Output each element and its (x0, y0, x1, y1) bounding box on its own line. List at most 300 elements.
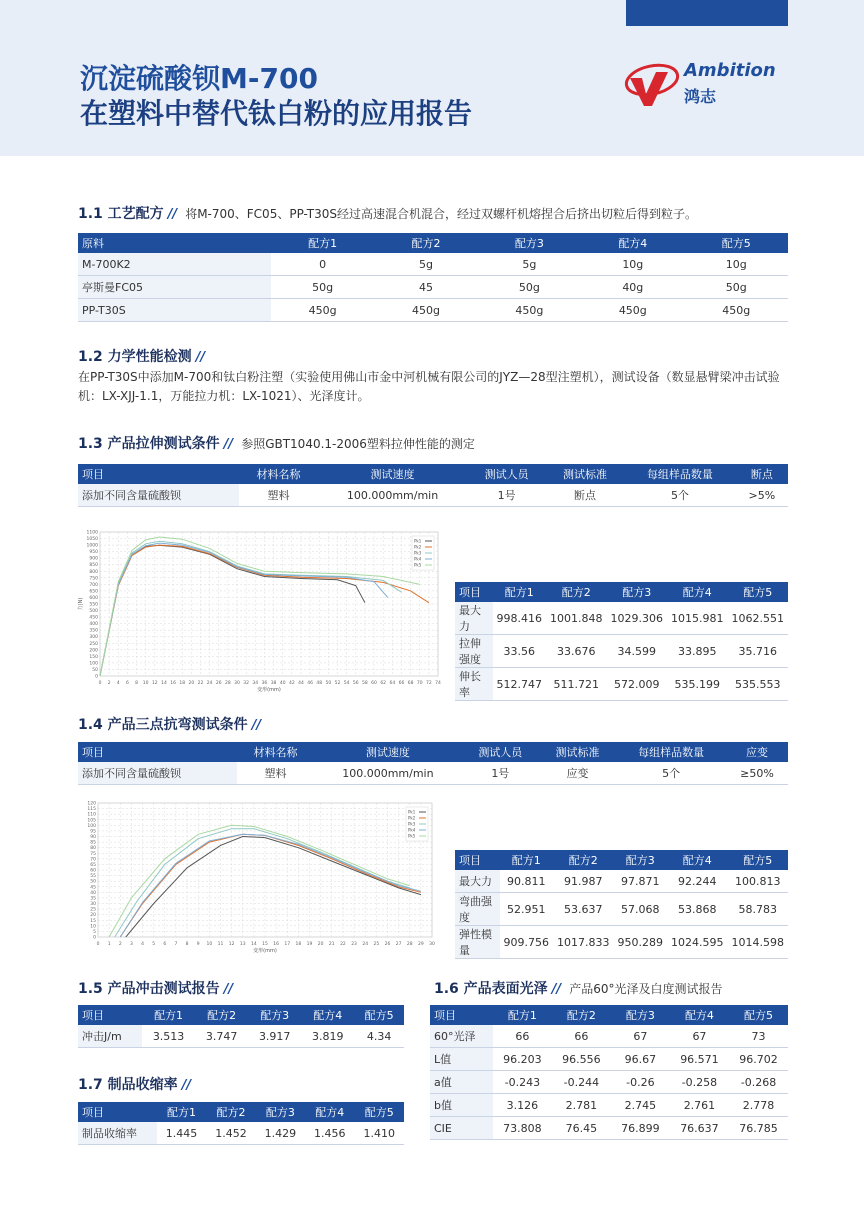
gloss-table (430, 1005, 788, 1140)
y-tick-label: 15 (90, 918, 96, 924)
x-tick-label: 58 (362, 681, 368, 686)
table-header-cell: 配方3 (611, 1005, 670, 1025)
x-tick-label: 14 (161, 681, 167, 686)
section-desc: 参照GBT1040.1-2006塑料拉伸性能的测定 (241, 437, 475, 451)
x-tick-label: 46 (307, 681, 313, 686)
table-header-cell: 项目 (430, 1005, 493, 1025)
table-row (455, 668, 788, 701)
table-cell: 100.000mm/min (318, 484, 468, 507)
table-cell: 66 (493, 1025, 552, 1048)
y-tick-label: 650 (89, 589, 98, 595)
x-tick-label: 12 (151, 681, 158, 686)
table-cell: 1024.595 (667, 926, 728, 959)
bending-chart (76, 797, 446, 957)
table-cell: 73.808 (493, 1117, 552, 1140)
table-cell: -0.244 (552, 1071, 611, 1094)
x-tick-label: 30 (234, 681, 240, 686)
y-tick-label: 25 (90, 907, 96, 913)
header-band (0, 0, 864, 156)
table-cell: 1号 (467, 484, 545, 507)
table-header-cell: 项目 (455, 850, 500, 870)
y-tick-label: 120 (87, 801, 96, 807)
tensile-conditions-table (78, 464, 788, 507)
table-cell: 58.783 (728, 893, 789, 926)
x-tick-label: 34 (252, 681, 259, 686)
y-tick-label: 65 (90, 862, 96, 868)
y-tick-label: 1100 (86, 530, 98, 536)
table-cell: 1号 (462, 762, 539, 785)
table-header-cell: 配方1 (493, 582, 547, 602)
bending-conditions-table (78, 742, 788, 785)
table-cell: 90.811 (500, 870, 554, 893)
shrinkage-table (78, 1102, 404, 1145)
x-tick-label: 1 (107, 942, 111, 947)
table-header-cell: 配方2 (546, 582, 607, 602)
section-title: 1.1 工艺配方 (78, 206, 164, 222)
table-cell: 450g (374, 299, 477, 322)
table-row (430, 1025, 788, 1048)
table-header-cell: 配方2 (195, 1005, 248, 1025)
section-title: 1.2 力学性能检测 (78, 349, 192, 365)
y-tick-label: 150 (89, 654, 98, 660)
table-cell: 53.868 (667, 893, 728, 926)
table-cell: 535.553 (728, 668, 789, 701)
table-cell: 57.068 (614, 893, 668, 926)
x-tick-label: 60 (371, 681, 377, 686)
x-tick-label: 18 (179, 681, 186, 686)
table-cell: 5g (478, 253, 581, 276)
table-header-cell: 测试标准 (546, 464, 624, 484)
table-cell: PP-T30S (78, 299, 271, 322)
y-tick-label: 40 (90, 890, 96, 896)
table-cell: 添加不同含量硫酸钡 (78, 484, 239, 507)
table-cell: 3.917 (248, 1025, 301, 1048)
legend-label: Pk4 (414, 556, 422, 562)
table-header-cell: 测试标准 (539, 742, 616, 762)
table-header-row (455, 850, 788, 870)
tensile-chart-svg (76, 526, 446, 704)
x-tick-label: 15 (262, 942, 268, 947)
y-tick-label: 850 (89, 563, 98, 569)
x-tick-label: 44 (298, 681, 304, 686)
y-tick-label: 115 (87, 807, 96, 813)
table-row (455, 926, 788, 959)
section-1-6-heading: 1.6 产品表面光泽 // 产品60°光泽及白度测试报告 (434, 981, 723, 997)
y-tick-label: 300 (89, 635, 98, 641)
page-title-line2: 在塑料中替代钛白粉的应用报告 (80, 97, 473, 130)
x-tick-label: 38 (270, 681, 277, 686)
table-cell: 2.745 (611, 1094, 670, 1117)
section-1-3-heading: 1.3 产品拉伸测试条件 // 参照GBT1040.1-2006塑料拉伸性能的测定 (78, 436, 475, 452)
y-tick-label: 60 (90, 868, 96, 874)
x-tick-label: 26 (384, 942, 391, 947)
table-cell: 998.416 (493, 602, 547, 635)
x-tick-label: 2 (118, 942, 122, 947)
table-cell: 60°光泽 (430, 1025, 493, 1048)
table-header-cell: 断点 (736, 464, 788, 484)
table-cell: a值 (430, 1071, 493, 1094)
table-row (78, 484, 788, 507)
table-header-cell: 配方5 (685, 233, 788, 253)
table-cell: 4.34 (354, 1025, 404, 1048)
table-header-cell: 配方5 (729, 1005, 788, 1025)
table-cell: 512.747 (493, 668, 547, 701)
table-cell: ≥50% (726, 762, 788, 785)
table-cell: 76.899 (611, 1117, 670, 1140)
table-cell: 1014.598 (728, 926, 789, 959)
table-header-cell: 项目 (78, 1102, 157, 1122)
table-row (455, 635, 788, 668)
table-cell: 5个 (616, 762, 726, 785)
section-title: 1.5 产品冲击测试报告 (78, 981, 220, 997)
table-cell: 450g (581, 299, 684, 322)
table-cell: 100.813 (728, 870, 789, 893)
x-tick-label: 10 (206, 942, 213, 947)
x-tick-label: 32 (243, 681, 250, 686)
x-tick-label: 20 (188, 681, 195, 686)
x-tick-label: 24 (362, 942, 369, 947)
y-tick-label: 700 (89, 582, 98, 588)
table-header-cell: 配方5 (728, 850, 789, 870)
section-1-5-heading: 1.5 产品冲击测试报告 // (78, 981, 234, 997)
table-cell: -0.243 (493, 1071, 552, 1094)
x-tick-label: 3 (129, 942, 133, 947)
x-tick-label: 6 (163, 942, 167, 947)
table-cell: 5个 (624, 484, 736, 507)
legend-label: Pk4 (408, 827, 416, 833)
table-cell: 冲击J/m (78, 1025, 142, 1048)
y-tick-label: 250 (89, 641, 98, 647)
y-tick-label: 0 (95, 674, 98, 680)
x-tick-label: 30 (429, 942, 435, 947)
x-axis-label: 变形(mm) (253, 948, 277, 954)
table-cell: -0.26 (611, 1071, 670, 1094)
table-cell: 76.785 (729, 1117, 788, 1140)
section-1-2-heading: 1.2 力学性能检测 // (78, 349, 206, 365)
y-tick-label: 30 (90, 902, 96, 907)
bending-results-table (455, 850, 788, 959)
table-header-cell: 配方1 (157, 1102, 206, 1122)
table-row (78, 276, 788, 299)
table-cell: 添加不同含量硫酸钡 (78, 762, 237, 785)
table-row (78, 253, 788, 276)
table-cell: 33.676 (546, 635, 607, 668)
table-cell: 96.67 (611, 1048, 670, 1071)
table-cell: 拉伸强度 (455, 635, 493, 668)
table-cell: 5g (374, 253, 477, 276)
tensile-results-table (455, 582, 788, 701)
table-cell: 909.756 (500, 926, 554, 959)
y-tick-label: 750 (89, 576, 98, 582)
x-tick-label: 50 (325, 681, 332, 686)
x-tick-label: 16 (170, 681, 176, 686)
x-tick-label: 26 (215, 681, 222, 686)
table-header-cell: 项目 (78, 464, 239, 484)
y-tick-label: 70 (90, 857, 96, 863)
table-cell: 96.203 (493, 1048, 552, 1071)
table-cell: 3.126 (493, 1094, 552, 1117)
table-row (78, 1122, 404, 1145)
legend-label: Pk5 (408, 833, 416, 839)
table-header-cell: 配方1 (500, 850, 554, 870)
table-header-cell: 配方1 (142, 1005, 195, 1025)
table-header-cell: 每组样品数量 (616, 742, 726, 762)
table-cell: 2.781 (552, 1094, 611, 1117)
x-tick-label: 28 (225, 681, 231, 686)
table-cell: 1015.981 (667, 602, 728, 635)
table-cell: 断点 (546, 484, 624, 507)
x-tick-label: 0 (98, 681, 102, 686)
table-cell: 53.637 (553, 893, 614, 926)
section-1-7-heading: 1.7 制品收缩率 // (78, 1077, 192, 1093)
bending-chart-svg (76, 797, 446, 957)
x-tick-label: 6 (125, 681, 129, 686)
x-tick-label: 14 (250, 942, 257, 947)
table-cell: 亭斯曼FC05 (78, 276, 271, 299)
logo-text-en: Ambition (684, 60, 776, 81)
table-cell: 塑料 (239, 484, 317, 507)
section-desc: 产品60°光泽及白度测试报告 (569, 982, 723, 996)
table-cell: 52.951 (500, 893, 554, 926)
y-tick-label: 50 (90, 879, 96, 885)
table-cell: 应变 (539, 762, 616, 785)
table-row (430, 1117, 788, 1140)
table-cell: 67 (670, 1025, 729, 1048)
y-tick-label: 950 (89, 550, 98, 556)
x-tick-label: 36 (261, 681, 268, 686)
table-cell: 1062.551 (728, 602, 789, 635)
y-tick-label: 20 (90, 913, 96, 919)
table-cell: L值 (430, 1048, 493, 1071)
x-tick-label: 25 (373, 942, 380, 947)
table-cell: 1.452 (206, 1122, 255, 1145)
logo-mark-icon (622, 58, 680, 110)
table-header-cell: 配方4 (581, 233, 684, 253)
x-tick-label: 11 (217, 942, 224, 947)
table-header-row (455, 582, 788, 602)
table-cell: CIE (430, 1117, 493, 1140)
x-tick-label: 2 (107, 681, 111, 686)
table-cell: 950.289 (614, 926, 668, 959)
x-tick-label: 7 (174, 942, 178, 947)
y-tick-label: 105 (87, 818, 96, 824)
y-tick-label: 85 (90, 840, 96, 846)
table-cell: 2.778 (729, 1094, 788, 1117)
legend-label: Pk3 (408, 821, 416, 827)
x-tick-label: 70 (416, 681, 423, 686)
x-tick-label: 10 (142, 681, 149, 686)
table-cell: 96.571 (670, 1048, 729, 1071)
x-tick-label: 42 (288, 681, 295, 686)
table-header-row (430, 1005, 788, 1025)
legend-label: Pk3 (414, 550, 422, 556)
table-cell: 10g (685, 253, 788, 276)
y-tick-label: 75 (90, 851, 96, 857)
y-tick-label: 1050 (86, 537, 98, 543)
y-tick-label: 350 (89, 628, 98, 634)
x-tick-label: 5 (152, 942, 156, 947)
table-header-row (78, 742, 788, 762)
table-cell: 450g (478, 299, 581, 322)
y-tick-label: 50 (92, 667, 98, 673)
table-cell: 34.599 (607, 635, 668, 668)
table-cell: 伸长率 (455, 668, 493, 701)
section-desc: 将M-700、FC05、PP-T30S经过高速混合机混合，经过双螺杆机熔捏合后挤出切粒后得到粒子。 (185, 207, 697, 221)
logo-text-cn: 鸿志 (684, 87, 717, 106)
table-header-cell: 测试速度 (318, 464, 468, 484)
y-tick-label: 35 (90, 896, 96, 902)
table-header-cell: 配方2 (553, 850, 614, 870)
x-tick-label: 52 (334, 681, 341, 686)
table-header-cell: 配方3 (607, 582, 668, 602)
x-tick-label: 27 (395, 942, 402, 947)
table-header-cell: 项目 (78, 742, 237, 762)
table-header-cell: 项目 (78, 1005, 142, 1025)
y-tick-label: 200 (89, 648, 98, 654)
table-header-row (78, 233, 788, 253)
table-cell: 1029.306 (607, 602, 668, 635)
y-tick-label: 100 (87, 823, 96, 829)
x-tick-label: 0 (96, 942, 100, 947)
x-tick-label: 4 (116, 681, 120, 686)
table-header-cell: 测试人员 (462, 742, 539, 762)
y-tick-label: 500 (89, 609, 98, 615)
x-tick-label: 23 (351, 942, 357, 947)
x-tick-label: 4 (141, 942, 144, 947)
table-header-row (78, 464, 788, 484)
x-tick-label: 9 (196, 942, 200, 947)
table-header-cell: 配方5 (728, 582, 789, 602)
y-axis-label: 力(N) (78, 597, 84, 611)
table-header-cell: 配方3 (614, 850, 668, 870)
legend-label: Pk1 (408, 809, 416, 815)
y-tick-label: 550 (89, 602, 98, 608)
table-row (78, 299, 788, 322)
table-header-cell: 配方5 (355, 1102, 404, 1122)
table-header-cell: 配方2 (206, 1102, 255, 1122)
table-cell: 97.871 (614, 870, 668, 893)
x-tick-label: 21 (328, 942, 335, 947)
table-cell: -0.268 (729, 1071, 788, 1094)
legend-label: Pk1 (414, 538, 422, 544)
y-tick-label: 80 (90, 846, 96, 852)
y-tick-label: 55 (90, 874, 96, 880)
y-tick-label: 90 (90, 835, 96, 840)
table-header-cell: 配方2 (374, 233, 477, 253)
table-cell: 91.987 (553, 870, 614, 893)
x-tick-label: 48 (316, 681, 323, 686)
table-cell: >5% (736, 484, 788, 507)
x-tick-label: 17 (284, 942, 291, 947)
y-tick-label: 800 (89, 569, 98, 575)
table-cell: 制品收缩率 (78, 1122, 157, 1145)
table-cell: 1.410 (355, 1122, 404, 1145)
table-cell: 535.199 (667, 668, 728, 701)
x-tick-label: 22 (340, 942, 346, 947)
tensile-chart (76, 526, 446, 704)
table-row (455, 870, 788, 893)
y-tick-label: 95 (90, 829, 96, 835)
table-cell: 塑料 (237, 762, 314, 785)
table-header-cell: 配方4 (301, 1005, 354, 1025)
table-cell: 3.819 (301, 1025, 354, 1048)
table-header-cell: 项目 (455, 582, 493, 602)
section-title: 1.3 产品拉伸测试条件 (78, 436, 220, 452)
table-cell: 100.000mm/min (314, 762, 462, 785)
table-cell: 1001.848 (546, 602, 607, 635)
legend-label: Pk5 (414, 562, 422, 568)
x-tick-label: 8 (135, 681, 138, 686)
y-tick-label: 400 (89, 622, 98, 628)
table-cell: 76.637 (670, 1117, 729, 1140)
x-tick-label: 12 (228, 942, 235, 947)
table-cell: 66 (552, 1025, 611, 1048)
section-title: 1.6 产品表面光泽 (434, 981, 548, 997)
table-cell: 最大力 (455, 870, 500, 893)
table-cell: b值 (430, 1094, 493, 1117)
x-tick-label: 40 (279, 681, 286, 686)
x-tick-label: 54 (343, 681, 350, 686)
x-tick-label: 19 (306, 942, 313, 947)
table-header-row (78, 1005, 404, 1025)
y-tick-label: 900 (89, 556, 98, 562)
x-tick-label: 74 (435, 681, 441, 686)
table-cell: 96.556 (552, 1048, 611, 1071)
table-cell: 1017.833 (553, 926, 614, 959)
section-1-2-text: 在PP-T30S中添加M-700和钛白粉注塑（实验使用佛山市金中河机械有限公司的JYZ—28型注塑机），测试设备（数显悬臂梁冲击试验机：LX-XJJ-1.1，万能拉力机：LX-1021）、光泽度计。 (78, 370, 780, 403)
x-axis-label: 变形(mm) (257, 687, 281, 693)
table-header-cell: 配方4 (667, 582, 728, 602)
table-row (78, 762, 788, 785)
x-tick-label: 13 (239, 942, 246, 947)
x-tick-label: 62 (380, 681, 387, 686)
x-tick-label: 72 (425, 681, 432, 686)
table-cell: 40g (581, 276, 684, 299)
table-cell: -0.258 (670, 1071, 729, 1094)
table-cell: 73 (729, 1025, 788, 1048)
x-tick-label: 68 (407, 681, 414, 686)
table-header-cell: 配方1 (493, 1005, 552, 1025)
y-tick-label: 600 (89, 595, 98, 601)
x-tick-label: 16 (273, 942, 280, 947)
y-tick-label: 5 (93, 929, 96, 935)
table-header-cell: 测试速度 (314, 742, 462, 762)
table-header-cell: 配方4 (670, 1005, 729, 1025)
y-tick-label: 450 (89, 615, 98, 621)
table-cell: 弹性模量 (455, 926, 500, 959)
table-row (455, 893, 788, 926)
table-header-cell: 配方4 (667, 850, 728, 870)
table-header-cell: 原料 (78, 233, 271, 253)
x-tick-label: 20 (317, 942, 324, 947)
table-cell: 35.716 (728, 635, 789, 668)
x-tick-label: 29 (417, 942, 424, 947)
table-header-cell: 每组样品数量 (624, 464, 736, 484)
y-tick-label: 110 (87, 812, 96, 818)
legend-label: Pk2 (414, 544, 422, 550)
table-row (430, 1071, 788, 1094)
table-cell: 96.702 (729, 1048, 788, 1071)
table-cell: 3.747 (195, 1025, 248, 1048)
table-header-cell: 配方4 (305, 1102, 354, 1122)
table-header-cell: 配方3 (248, 1005, 301, 1025)
legend-label: Pk2 (408, 815, 416, 821)
y-tick-label: 45 (90, 885, 96, 891)
table-cell: 10g (581, 253, 684, 276)
section-1-1-heading: 1.1 工艺配方 // 将M-700、FC05、PP-T30S经过高速混合机混合，经过双螺杆机熔捏合后挤出切粒后得到粒子。 (78, 206, 697, 222)
x-tick-label: 28 (406, 942, 413, 947)
table-header-cell: 材料名称 (239, 464, 317, 484)
